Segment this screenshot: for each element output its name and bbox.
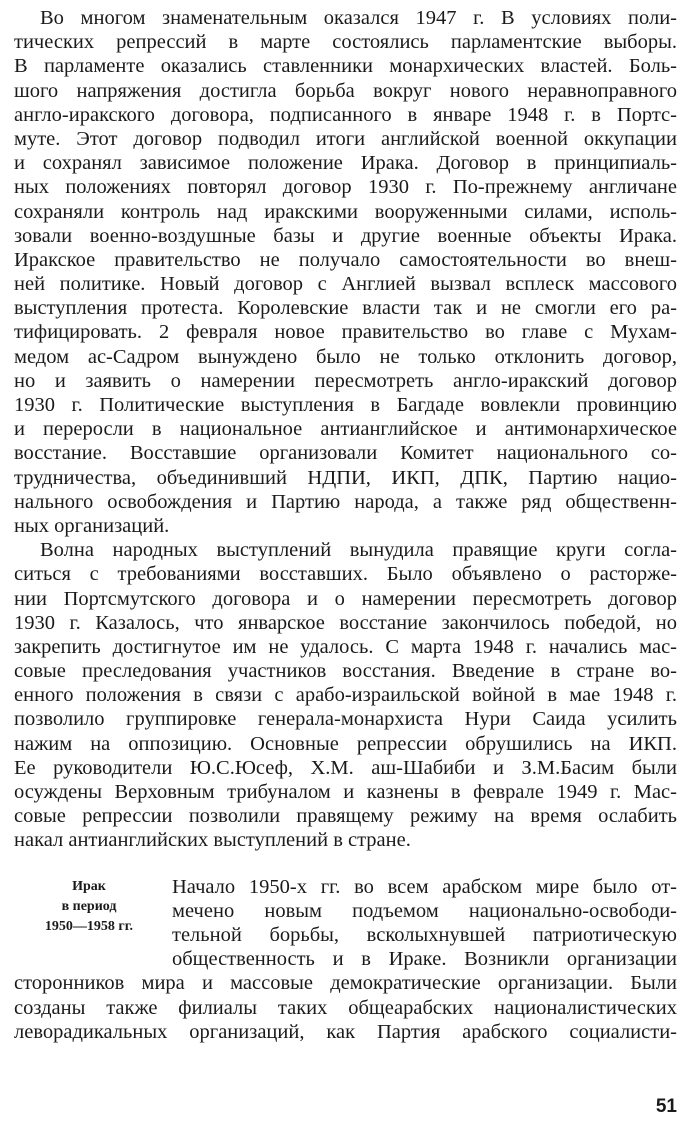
text-line: англо-иракского договора, подписанного в январе 1948 г. в Портс- (14, 103, 677, 126)
text-line: 1930 г. Политические выступления в Багдаде вовлекли провинцию (14, 394, 677, 416)
text-line: совые репрессии позволили правящему режиму на время ослабить (14, 805, 677, 828)
text-line: ных положениях повторял договор 1930 г. По-прежнему англичане (14, 176, 677, 199)
text-line: и сохранял зависимое положение Ирака. Договор в принципиаль- (14, 152, 677, 175)
text-line: тифицировать. 2 февраля новое правительство во главе с Мухам- (14, 321, 677, 344)
section-iraq-1950-1958 (14, 875, 677, 1044)
text-line: Волна народных выступлений вынудила правящие круги согла- (40, 539, 677, 562)
text-line: Иракское правительство не получало самостоятельности во внеш- (14, 248, 677, 271)
text-line: позволило группировке генерала-монархиста Нури Саида усилить (14, 708, 677, 731)
text-line: накал антианглийских выступлений в стране. (14, 829, 411, 852)
side-heading (14, 877, 164, 937)
text-line: тических репрессий в марте состоялись парламентские выборы. (14, 31, 677, 54)
text-line: совые преследования участников восстания. Введение в стране во- (14, 660, 677, 683)
full-width-text-block (14, 971, 677, 1044)
page-body (14, 6, 677, 1044)
text-line: Во многом знаменательным оказался 1947 г. В условиях поли- (40, 7, 677, 29)
text-line: нального освобождения и Партию народа, а также ряд общественн- (14, 490, 677, 513)
text-line: ситься с требованиями восставших. Было объявлено о расторже- (14, 563, 677, 586)
side-heading-line: 1950—1958 гг. (44, 918, 134, 934)
text-line: восстание. Восставшие организовали Комитет национального со- (14, 442, 677, 465)
text-line: ней политике. Новый договор с Англией вызвал всплеск массового (14, 273, 677, 296)
text-line: но и заявить о намерении пересмотреть англо-иракский договор (14, 369, 677, 392)
text-line: нии Портсмутского договора и о намерении пересмотреть договор (14, 587, 677, 610)
text-line: созданы также филиалы таких общеарабских националистических (14, 996, 677, 1019)
side-heading-line: в период (61, 898, 117, 914)
wrapped-text-block (172, 875, 677, 972)
text-line: общественность и в Ираке. Возникли организации (172, 948, 677, 971)
text-line: медом ас-Садром вынуждено было не только отклонить договор, (14, 345, 677, 368)
page-number: 51 (655, 1096, 677, 1117)
text-line: закрепить достигнутое им не удалось. С марта 1948 г. начались мас- (14, 635, 677, 658)
text-line: и переросли в национальное антианглийское и антимонархическое (14, 418, 677, 441)
text-line: зовали военно-воздушные базы и другие военные объекты Ирака. (14, 224, 677, 247)
text-line: 1930 г. Казалось, что январское восстание закончилось победой, но (14, 611, 677, 634)
text-line: енного положения в связи с арабо-израильской войной в мае 1948 г. (14, 684, 677, 707)
paragraph-2 (14, 538, 677, 852)
text-line: мечено новым подъемом национально-освободи- (172, 899, 677, 922)
side-heading-line: Ирак (72, 878, 106, 894)
text-line: тельной борьбы, всколыхнувшей патриотическую (172, 923, 677, 946)
paragraph-1 (14, 6, 677, 538)
text-line: Начало 1950-х гг. во всем арабском мире было от- (172, 875, 677, 898)
text-line: трудничества, объединивший НДПИ, ИКП, ДПК, Партию нацио- (14, 466, 677, 489)
text-line: леворадикальных организаций, как Партия арабского социалисти- (14, 1020, 677, 1043)
text-line: сторонников мира и массовые демократические организации. Были (14, 972, 677, 995)
text-line: ных организаций. (14, 514, 170, 537)
text-line: выступления протеста. Королевские власти так и не смогли его ра- (14, 297, 677, 320)
text-line: Ее руководители Ю.С.Юсеф, Х.М. аш-Шабиби и З.М.Басим были (14, 756, 677, 779)
text-line: В парламенте оказались ставленники монархических властей. Боль- (14, 55, 677, 78)
text-line: шого напряжения достигла борьба вокруг нового неравноправного (14, 79, 677, 102)
text-line: осуждены Верховным трибуналом и казнены в феврале 1949 г. Мас- (14, 781, 677, 803)
text-line: сохраняли контроль над иракскими вооруженными силами, исполь- (14, 200, 677, 223)
text-line: муте. Этот договор подводил итоги английской военной оккупации (14, 127, 677, 150)
text-line: нажим на оппозицию. Основные репрессии обрушились на ИКП. (14, 732, 677, 755)
